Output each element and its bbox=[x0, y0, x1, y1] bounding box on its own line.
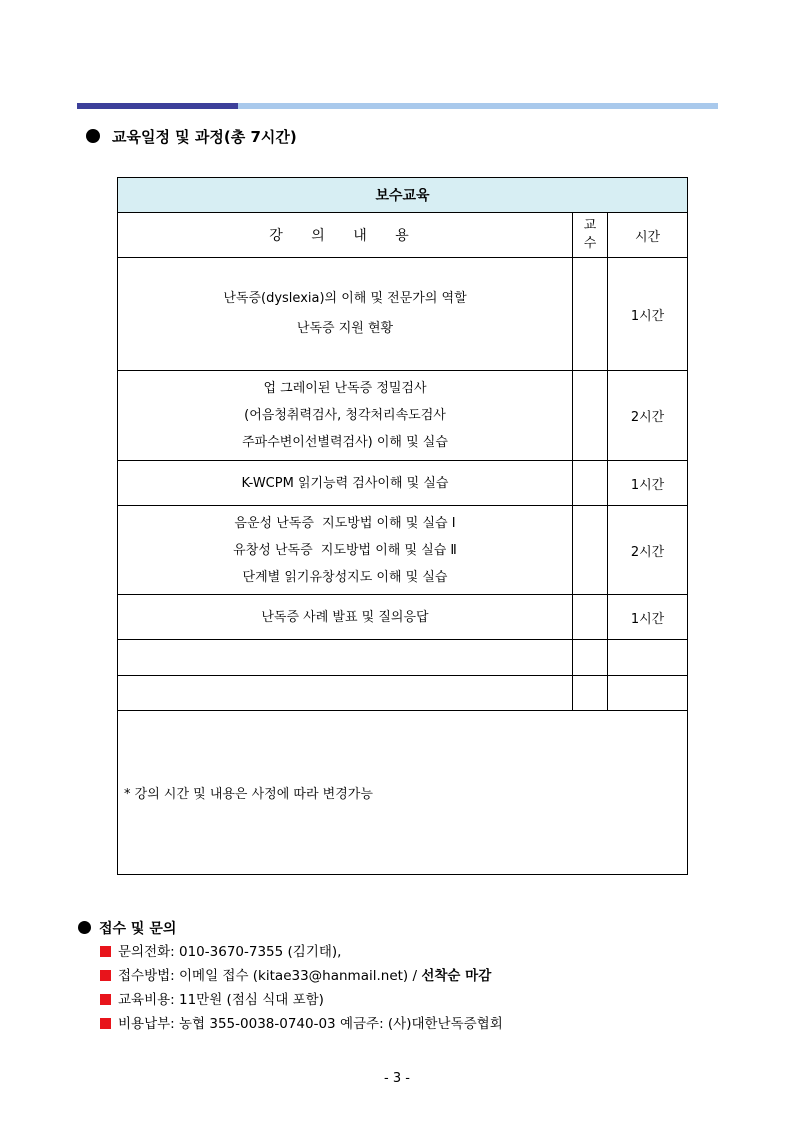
red-square-bullet-icon bbox=[100, 1018, 111, 1029]
red-square-bullet-icon bbox=[100, 946, 111, 957]
instructor-cell bbox=[573, 461, 608, 506]
red-square-bullet-icon bbox=[100, 994, 111, 1005]
note-row bbox=[118, 711, 688, 875]
table-header: 보수교육 bbox=[118, 178, 688, 213]
lecture-content: 난독증(dyslexia)의 이해 및 전문가의 역할 난독증 지원 현황 bbox=[118, 258, 573, 371]
empty-table-row bbox=[118, 676, 688, 711]
column-header-content: 강 의 내 용 bbox=[118, 213, 573, 258]
instructor-cell bbox=[573, 371, 608, 461]
contact-section-title bbox=[78, 918, 176, 938]
red-square-bullet-icon bbox=[100, 970, 111, 981]
list-item: 교육비용: 11만원 (점심 식대 포함) bbox=[100, 988, 503, 1012]
time-cell: 1시간 bbox=[608, 595, 688, 640]
contact-title-text: 접수 및 문의 bbox=[99, 921, 177, 937]
schedule-table bbox=[117, 177, 688, 875]
empty-cell bbox=[608, 676, 688, 711]
instructor-cell bbox=[573, 258, 608, 371]
top-divider-bar bbox=[77, 103, 718, 109]
empty-cell bbox=[118, 676, 573, 711]
list-item: 문의전화: 010-3670-7355 (김기태), bbox=[100, 940, 503, 964]
circle-bullet-icon bbox=[86, 129, 100, 143]
empty-cell bbox=[608, 640, 688, 676]
empty-table-row bbox=[118, 640, 688, 676]
contact-list bbox=[100, 940, 503, 1036]
column-header-time: 시간 bbox=[608, 213, 688, 258]
empty-cell bbox=[118, 640, 573, 676]
column-header-instructor: 교 수 bbox=[573, 213, 608, 258]
divider-dark-segment bbox=[77, 103, 238, 109]
lecture-content: K-WCPM 읽기능력 검사이해 및 실습 bbox=[118, 461, 573, 506]
table-row bbox=[118, 258, 688, 371]
section-title-text: 교육일정 및 과정(총 7시간) bbox=[112, 128, 297, 146]
lecture-content: 음운성 난독증 지도방법 이해 및 실습 Ⅰ 유창성 난독증 지도방법 이해 및 실습 Ⅱ 단계별 읽기유창성지도 이해 및 실습 bbox=[118, 506, 573, 595]
page-number: - 3 - bbox=[384, 1071, 410, 1086]
list-item: 비용납부: 농협 355-0038-0740-03 예금주: (사)대한난독증협회 bbox=[100, 1012, 503, 1036]
schedule-note: * 강의 시간 및 내용은 사정에 따라 변경가능 bbox=[118, 711, 688, 875]
instructor-cell bbox=[573, 506, 608, 595]
deadline-notice: 선착순 마감 bbox=[421, 968, 492, 984]
circle-bullet-icon bbox=[78, 921, 91, 934]
table-row bbox=[118, 595, 688, 640]
lecture-content: 난독증 사례 발표 및 질의응답 bbox=[118, 595, 573, 640]
empty-cell bbox=[573, 676, 608, 711]
table-row bbox=[118, 461, 688, 506]
table-row bbox=[118, 371, 688, 461]
empty-cell bbox=[573, 640, 608, 676]
time-cell: 1시간 bbox=[608, 461, 688, 506]
time-cell: 1시간 bbox=[608, 258, 688, 371]
instructor-cell bbox=[573, 595, 608, 640]
list-item: 접수방법: 이메일 접수 (kitae33@hanmail.net) / 선착순 마감 bbox=[100, 964, 503, 988]
lecture-content: 업 그레이된 난독증 정밀검사 (어음청취력검사, 청각처리속도검사 주파수변이선별력검사) 이해 및 실습 bbox=[118, 371, 573, 461]
time-cell: 2시간 bbox=[608, 506, 688, 595]
time-cell: 2시간 bbox=[608, 371, 688, 461]
table-row bbox=[118, 506, 688, 595]
divider-light-segment bbox=[238, 103, 718, 109]
section-title bbox=[86, 126, 297, 147]
